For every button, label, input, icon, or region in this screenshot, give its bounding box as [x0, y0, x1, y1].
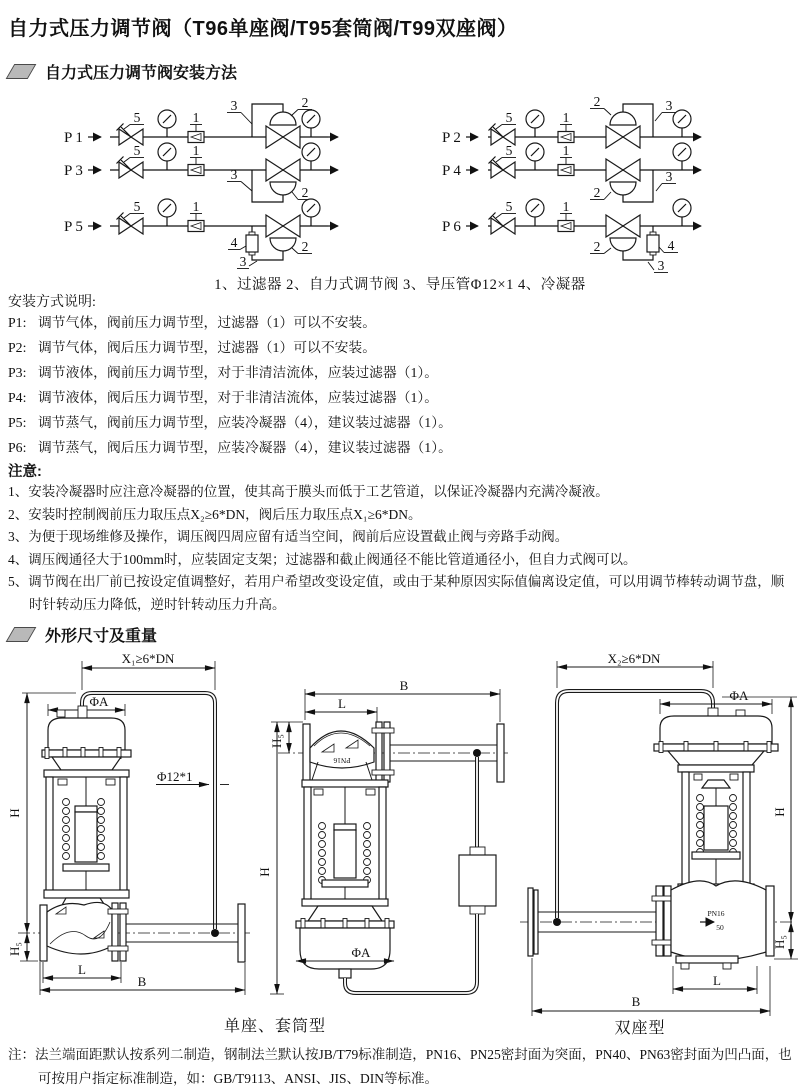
callout-1: 1	[192, 199, 200, 214]
callout-4: 4	[667, 238, 675, 253]
pressure-gauge-icon	[673, 143, 691, 170]
caption-double-seat: 双座型	[614, 1020, 666, 1037]
condenser	[459, 847, 496, 914]
actuator	[654, 708, 778, 765]
callout-3: 3	[665, 98, 673, 113]
callout-2: 2	[593, 239, 601, 254]
body-mark-dn: 50	[716, 923, 724, 932]
regulating-valve-icon	[606, 215, 640, 251]
actuator	[296, 906, 394, 978]
impulse-tap-point	[553, 918, 561, 926]
page-title: 自力式压力调节阀（T96单座阀/T95套筒阀/T99双座阀）	[8, 18, 518, 40]
callout-2: 2	[301, 185, 309, 200]
callout-2: 2	[593, 94, 601, 109]
list-item: 4、调压阀通径大于100mm时，应装固定支架；过滤器和截止阀通径不能比管道通径小，但自力式阀可以。	[8, 551, 637, 567]
callout-1: 1	[562, 110, 570, 125]
dim-impulse-pipe: Φ12*1	[157, 769, 193, 784]
drawing-double-seat	[520, 651, 798, 1016]
list-item: P1: 调节气体，阀前压力调节型，过滤器（1）可以不安装。	[8, 315, 377, 330]
dim-l: L	[78, 962, 86, 977]
dim-b: B	[399, 678, 409, 693]
regulating-valve-icon	[606, 112, 640, 148]
callout-3: 3	[665, 169, 673, 184]
pressure-gauge-icon	[158, 110, 176, 137]
impulse-tap-point	[473, 749, 481, 757]
pressure-gauge-icon	[302, 110, 320, 137]
callout-3: 3	[239, 254, 247, 269]
stop-valve-icon	[117, 157, 144, 179]
parallelogram-bullet-icon	[6, 627, 37, 642]
callout-1: 1	[562, 143, 570, 158]
filter-icon	[188, 221, 204, 232]
list-item: P2: 调节气体，阀后压力调节型，过滤器（1）可以不安装。	[8, 339, 377, 355]
callout-5: 5	[133, 110, 141, 125]
body-mark: PN16	[333, 756, 351, 765]
callout-1: 1	[562, 199, 570, 214]
callout-2: 2	[301, 95, 309, 110]
dim-h: H	[257, 867, 272, 877]
regulating-valve-icon	[266, 159, 300, 195]
dim-phi-a: ΦA	[351, 945, 371, 960]
list-item: 3、为便于现场维修及操作，调压阀四周应留有适当空间，阀前后应设置截止阀与旁路手动阀。	[8, 529, 569, 545]
callout-5: 5	[133, 143, 141, 158]
pressure-gauge-icon	[158, 143, 176, 170]
row-label: P6	[442, 219, 464, 235]
impulse-tap-point	[211, 929, 219, 937]
install-notes-title: 安装方式说明:	[8, 295, 96, 310]
parallelogram-bullet-icon	[6, 64, 37, 79]
condenser-icon	[647, 232, 659, 255]
schematic-row-p5	[64, 199, 338, 269]
section-header-install	[4, 60, 237, 83]
pressure-gauge-icon	[302, 199, 320, 226]
filter-icon	[558, 221, 574, 232]
callout-2: 2	[593, 185, 601, 200]
pressure-gauge-icon	[526, 110, 544, 137]
dim-h5: H₅	[7, 942, 22, 956]
pressure-gauge-icon	[302, 143, 320, 170]
row-label: P2	[442, 130, 464, 146]
spring-yoke	[678, 765, 754, 891]
section-heading-text: 外形尺寸及重量	[45, 628, 158, 645]
callout-5: 5	[505, 143, 513, 158]
callout-2: 2	[301, 239, 309, 254]
schematic-row-p4	[442, 143, 701, 202]
dim-l: L	[713, 973, 721, 988]
callout-5: 5	[505, 110, 513, 125]
list-item: 1、安装冷凝器时应注意冷凝器的位置，使其高于膜头而低于工艺管道，以保证冷凝器内充满冷凝液。	[8, 484, 609, 499]
row-label: P1	[64, 130, 86, 146]
list-item: P3: 调节液体，阀前压力调节型，对于非清洁流体，应装过滤器（1）。	[8, 364, 439, 380]
pressure-gauge-icon	[158, 199, 176, 226]
stop-valve-icon	[489, 213, 516, 235]
pressure-gauge-icon	[673, 110, 691, 137]
section-header-dimensions	[4, 623, 157, 646]
schematic-row-p6	[442, 199, 701, 273]
schematic-row-p2	[442, 94, 701, 148]
callout-4: 4	[230, 235, 238, 250]
schematic-legend: 1、过滤器 2、自力式调节阀 3、导压管Φ12×1 4、冷凝器	[214, 277, 586, 293]
section-heading-text: 自力式压力调节阀安装方法	[45, 65, 238, 82]
stop-valve-icon	[117, 124, 144, 146]
filter-icon	[188, 132, 204, 143]
spring-yoke	[44, 770, 129, 898]
list-item: 5、调节阀在出厂前已按设定值调整好，若用户希望改变设定值，或由于某种原因实际值偏离设定值，可以用调节棒转动调节盘，顺时针转动压力降低，逆时针转动压力升高。	[8, 574, 785, 612]
notice-list	[8, 481, 794, 617]
dim-x2: X₂≥6*DN	[607, 651, 661, 666]
regulating-valve-icon	[606, 159, 640, 195]
dim-h: H	[772, 807, 787, 817]
list-item: P6: 调节蒸气，阀后压力调节型，应装冷凝器（4），建议装过滤器（1）。	[8, 439, 452, 455]
filter-icon	[558, 165, 574, 176]
callout-1: 1	[192, 143, 200, 158]
list-item: 2、安装时控制阀前压力取压点X₂≥6*DN，阀后压力取压点X₁≥6*DN。	[8, 506, 422, 522]
callout-3: 3	[657, 258, 665, 273]
dim-phi-a: ΦA	[89, 694, 109, 709]
list-item: P4: 调节液体，阀后压力调节型，对于非清洁流体，应装过滤器（1）。	[8, 389, 439, 405]
list-item: P5: 调节蒸气，阀前压力调节型，应装冷凝器（4），建议装过滤器（1）。	[8, 414, 452, 430]
dim-b: B	[137, 974, 147, 989]
dim-l: L	[338, 696, 346, 711]
dim-h5: H₅	[269, 734, 284, 748]
dim-x1: X₁≥6*DN	[121, 651, 175, 666]
filter-icon	[558, 132, 574, 143]
regulating-valve-icon	[266, 112, 300, 148]
stop-valve-icon	[489, 124, 516, 146]
callout-3: 3	[230, 167, 238, 182]
callout-5: 5	[133, 199, 141, 214]
regulating-valve-icon	[266, 215, 300, 251]
install-notes-list	[8, 311, 788, 460]
dim-h: H	[7, 808, 22, 818]
spring-yoke	[302, 780, 388, 906]
flange-footnote: 注：法兰端面距默认按系列二制造，钢制法兰默认按JB/T79标准制造，PN16、PN25密封面为突面，PN40、PN63密封面为凹凸面，也可按用户指定标准制造，如：GB/T9113、ANSI、JIS、DIN等标准。	[8, 1047, 792, 1086]
condenser-icon	[246, 232, 258, 255]
notice-title: 注意:	[8, 464, 42, 480]
filter-icon	[188, 165, 204, 176]
dim-phi-a: ΦA	[729, 688, 749, 703]
callout-5: 5	[505, 199, 513, 214]
row-label: P3	[64, 163, 86, 179]
pressure-gauge-icon	[673, 199, 691, 226]
dim-b: B	[631, 994, 641, 1009]
dim-h5: H₅	[772, 935, 787, 949]
actuator	[42, 706, 131, 770]
valve-body	[528, 881, 774, 969]
pressure-gauge-icon	[526, 143, 544, 170]
schematic-row-p3	[64, 143, 338, 202]
dimensional-drawings	[0, 645, 800, 1020]
drawing-single-seat	[7, 651, 250, 995]
row-label: P4	[442, 163, 464, 179]
drawing-sleeve-type	[257, 678, 508, 994]
callout-3: 3	[230, 98, 238, 113]
installation-schematics	[0, 88, 800, 276]
schematic-row-p1	[64, 95, 338, 148]
stop-valve-icon	[117, 213, 144, 235]
pressure-gauge-icon	[526, 199, 544, 226]
stop-valve-icon	[489, 157, 516, 179]
body-mark-pn: PN16	[707, 909, 725, 918]
callout-1: 1	[192, 110, 200, 125]
caption-single-sleeve: 单座、套筒型	[223, 1018, 326, 1035]
row-label: P5	[64, 219, 86, 235]
